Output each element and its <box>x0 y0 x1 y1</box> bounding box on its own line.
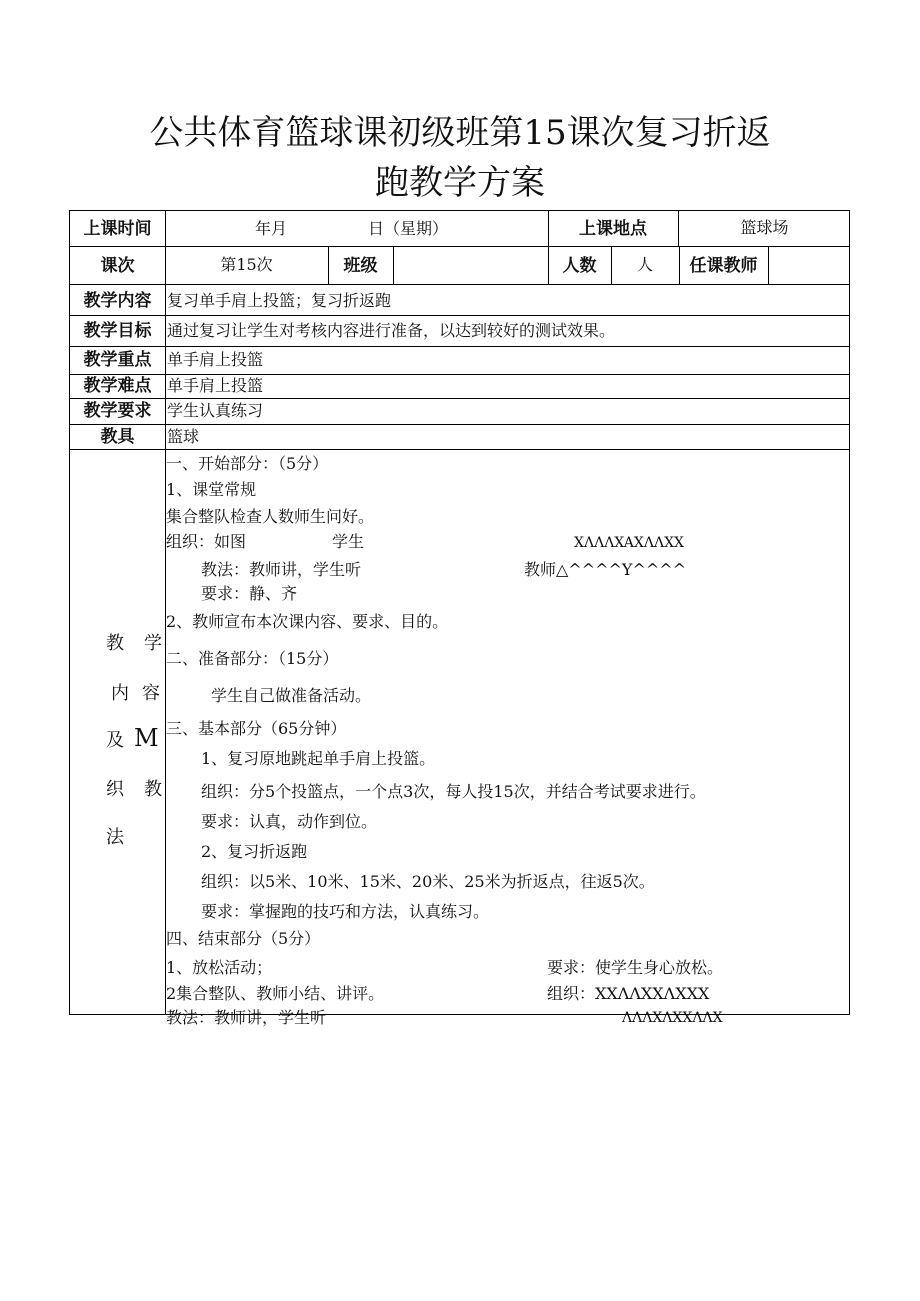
class-time-label: 上课时间 <box>83 219 152 239</box>
row-divider <box>70 315 849 316</box>
row-divider <box>70 449 849 450</box>
side-label-char: 织 <box>106 779 124 800</box>
procedure-line: 1、放松活动； <box>166 958 273 977</box>
date-year-month: 年月 <box>255 219 288 238</box>
field-label-focus: 教学重点 <box>83 350 152 370</box>
procedure-line: 2、教师宣布本次课内容、要求、目的。 <box>166 612 449 631</box>
procedure-line: 组织：XXΛΛXXΛXXX <box>547 984 710 1003</box>
date-day-week: 日（星期） <box>368 219 449 238</box>
section-heading: 四、结束部分（5分） <box>166 929 321 948</box>
procedure-line: 集合整队检查人数师生问好。 <box>166 507 375 526</box>
field-label-equipment: 教具 <box>100 427 135 447</box>
procedure-line: 要求：使学生身心放松。 <box>547 958 724 977</box>
session-label: 课次 <box>100 256 135 276</box>
section-heading: 一、开始部分：（5分） <box>166 454 329 473</box>
side-label-char: 及 <box>106 730 124 751</box>
procedure-line: 1、复习原地跳起单手肩上投篮。 <box>201 749 436 768</box>
field-value-content: 复习单手肩上投篮；复习折返跑 <box>167 291 392 310</box>
lesson-plan-table <box>69 210 850 1027</box>
class-label: 班级 <box>343 256 378 276</box>
document-title-line-2: 跑教学方案 <box>375 163 545 203</box>
procedure-line: 教法：教师讲，学生听 <box>201 560 362 579</box>
student-count-value: 人 <box>636 255 653 274</box>
side-label-char: 法 <box>106 827 124 848</box>
class-place-value: 篮球场 <box>740 218 789 237</box>
side-label-char: M <box>134 724 159 752</box>
row-divider <box>70 424 849 425</box>
section-heading: 二、准备部分：（15分） <box>166 649 339 668</box>
field-value-requirement: 学生认真练习 <box>167 401 264 420</box>
procedure-line: 组织：以5米、10米、15米、20米、25米为折返点，往返5次。 <box>201 872 655 891</box>
field-label-goal: 教学目标 <box>83 321 152 341</box>
row-divider <box>70 246 849 247</box>
procedure-line: 要求：认真，动作到位。 <box>201 812 378 831</box>
side-label-char: 教 <box>144 779 162 800</box>
student-count-label: 人数 <box>562 256 597 276</box>
formation-diagram: ΛΛΛXΛXXΛΛX <box>622 1010 723 1026</box>
field-value-equipment: 篮球 <box>167 427 200 446</box>
side-label-char: 容 <box>142 683 160 704</box>
lesson-procedure <box>166 451 846 1027</box>
field-label-content: 教学内容 <box>83 291 152 311</box>
procedure-line: 学生 <box>332 532 365 551</box>
procedure-line: 教法：教师讲，学生听 <box>166 1008 327 1027</box>
column-divider <box>393 246 394 284</box>
side-label-char: 内 <box>111 683 129 704</box>
row-divider <box>70 398 849 399</box>
row-divider <box>70 346 849 347</box>
procedure-line: 2集合整队、教师小结、讲评。 <box>166 984 385 1003</box>
row-divider <box>70 284 849 285</box>
field-value-focus: 单手肩上投篮 <box>167 350 264 369</box>
procedure-line: 组织：如图 <box>166 532 247 551</box>
side-label-char: 教 <box>106 633 124 654</box>
field-value-difficulty: 单手肩上投篮 <box>167 376 264 395</box>
procedure-line: 组织：分5个投篮点，一个点3次，每人投15次，并结合考试要求进行。 <box>201 782 706 801</box>
field-label-requirement: 教学要求 <box>83 401 152 421</box>
procedure-line: 要求：掌握跑的技巧和方法，认真练习。 <box>201 902 490 921</box>
field-label-difficulty: 教学难点 <box>83 376 152 396</box>
section-heading: 三、基本部分（65分钟） <box>166 719 347 738</box>
procedure-line: 1、课堂常规 <box>166 480 257 499</box>
procedure-line: 学生自己做准备活动。 <box>211 686 372 705</box>
class-place-label: 上课地点 <box>579 219 647 239</box>
formation-diagram: 教师△^^^^Y^^^^ <box>524 560 687 579</box>
side-label-char: 学 <box>144 633 162 654</box>
procedure-line: 2、复习折返跑 <box>201 842 308 861</box>
session-value: 第15次 <box>220 255 273 274</box>
field-value-goal: 通过复习让学生对考核内容进行准备，以达到较好的测试效果。 <box>167 321 616 340</box>
procedure-line: 要求：静、齐 <box>201 584 298 603</box>
row-divider <box>70 374 849 375</box>
formation-diagram: XΛΛΛXAXΛΛXX <box>574 535 684 551</box>
column-divider <box>768 246 769 284</box>
teacher-label: 任课教师 <box>689 256 758 276</box>
document-title-line-1: 公共体育篮球课初级班第15课次复习折返 <box>149 113 771 153</box>
